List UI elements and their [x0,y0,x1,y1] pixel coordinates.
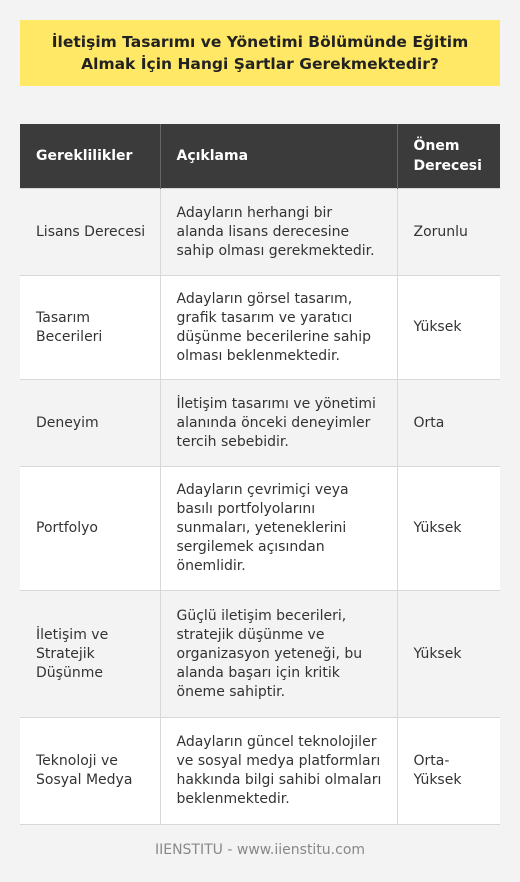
table-row [20,718,500,825]
importance-cell: Orta [397,380,500,467]
footer-credit: IIENSTITU - www.iienstitu.com [154,842,366,858]
description-cell: Adayların görsel tasarım, grafik tasarım ve yaratıcı düşünme becerilerine sahip olması beklenmektedir. [160,276,397,380]
table-row [20,189,500,276]
importance-cell: Yüksek [397,276,500,380]
table-row [20,591,500,718]
requirement-cell: Teknoloji ve Sosyal Medya [20,718,160,825]
description-cell: İletişim tasarımı ve yönetimi alanında önceki deneyimler tercih sebebidir. [160,380,397,467]
requirement-cell: Deneyim [20,380,160,467]
column-header: Açıklama [160,124,397,189]
column-header: Önem Derecesi [397,124,500,189]
table-header-row [20,124,500,189]
page-title: İletişim Tasarımı ve Yönetimi Bölümünde Eğitim Almak İçin Hangi Şartlar Gerekmektedir? [20,20,500,86]
table-row [20,467,500,591]
table-row [20,380,500,467]
importance-cell: Yüksek [397,591,500,718]
description-cell: Adayların çevrimiçi veya basılı portfolyolarını sunmaları, yeteneklerini sergilemek açısından önemlidir. [160,467,397,591]
description-cell: Adayların güncel teknolojiler ve sosyal medya platformları hakkında bilgi sahibi olmaları beklenmektedir. [160,718,397,825]
importance-cell: Orta-Yüksek [397,718,500,825]
importance-cell: Yüksek [397,467,500,591]
requirement-cell: Lisans Derecesi [20,189,160,276]
requirement-cell: Tasarım Becerileri [20,276,160,380]
requirement-cell: İletişim ve Stratejik Düşünme [20,591,160,718]
table-row [20,276,500,380]
column-header: Gereklilikler [20,124,160,189]
description-cell: Güçlü iletişim becerileri, stratejik düşünme ve organizasyon yeteneği, bu alanda başarı için kritik öneme sahiptir. [160,591,397,718]
requirement-cell: Portfolyo [20,467,160,591]
description-cell: Adayların herhangi bir alanda lisans derecesine sahip olması gerekmektedir. [160,189,397,276]
importance-cell: Zorunlu [397,189,500,276]
requirements-table [20,124,500,825]
